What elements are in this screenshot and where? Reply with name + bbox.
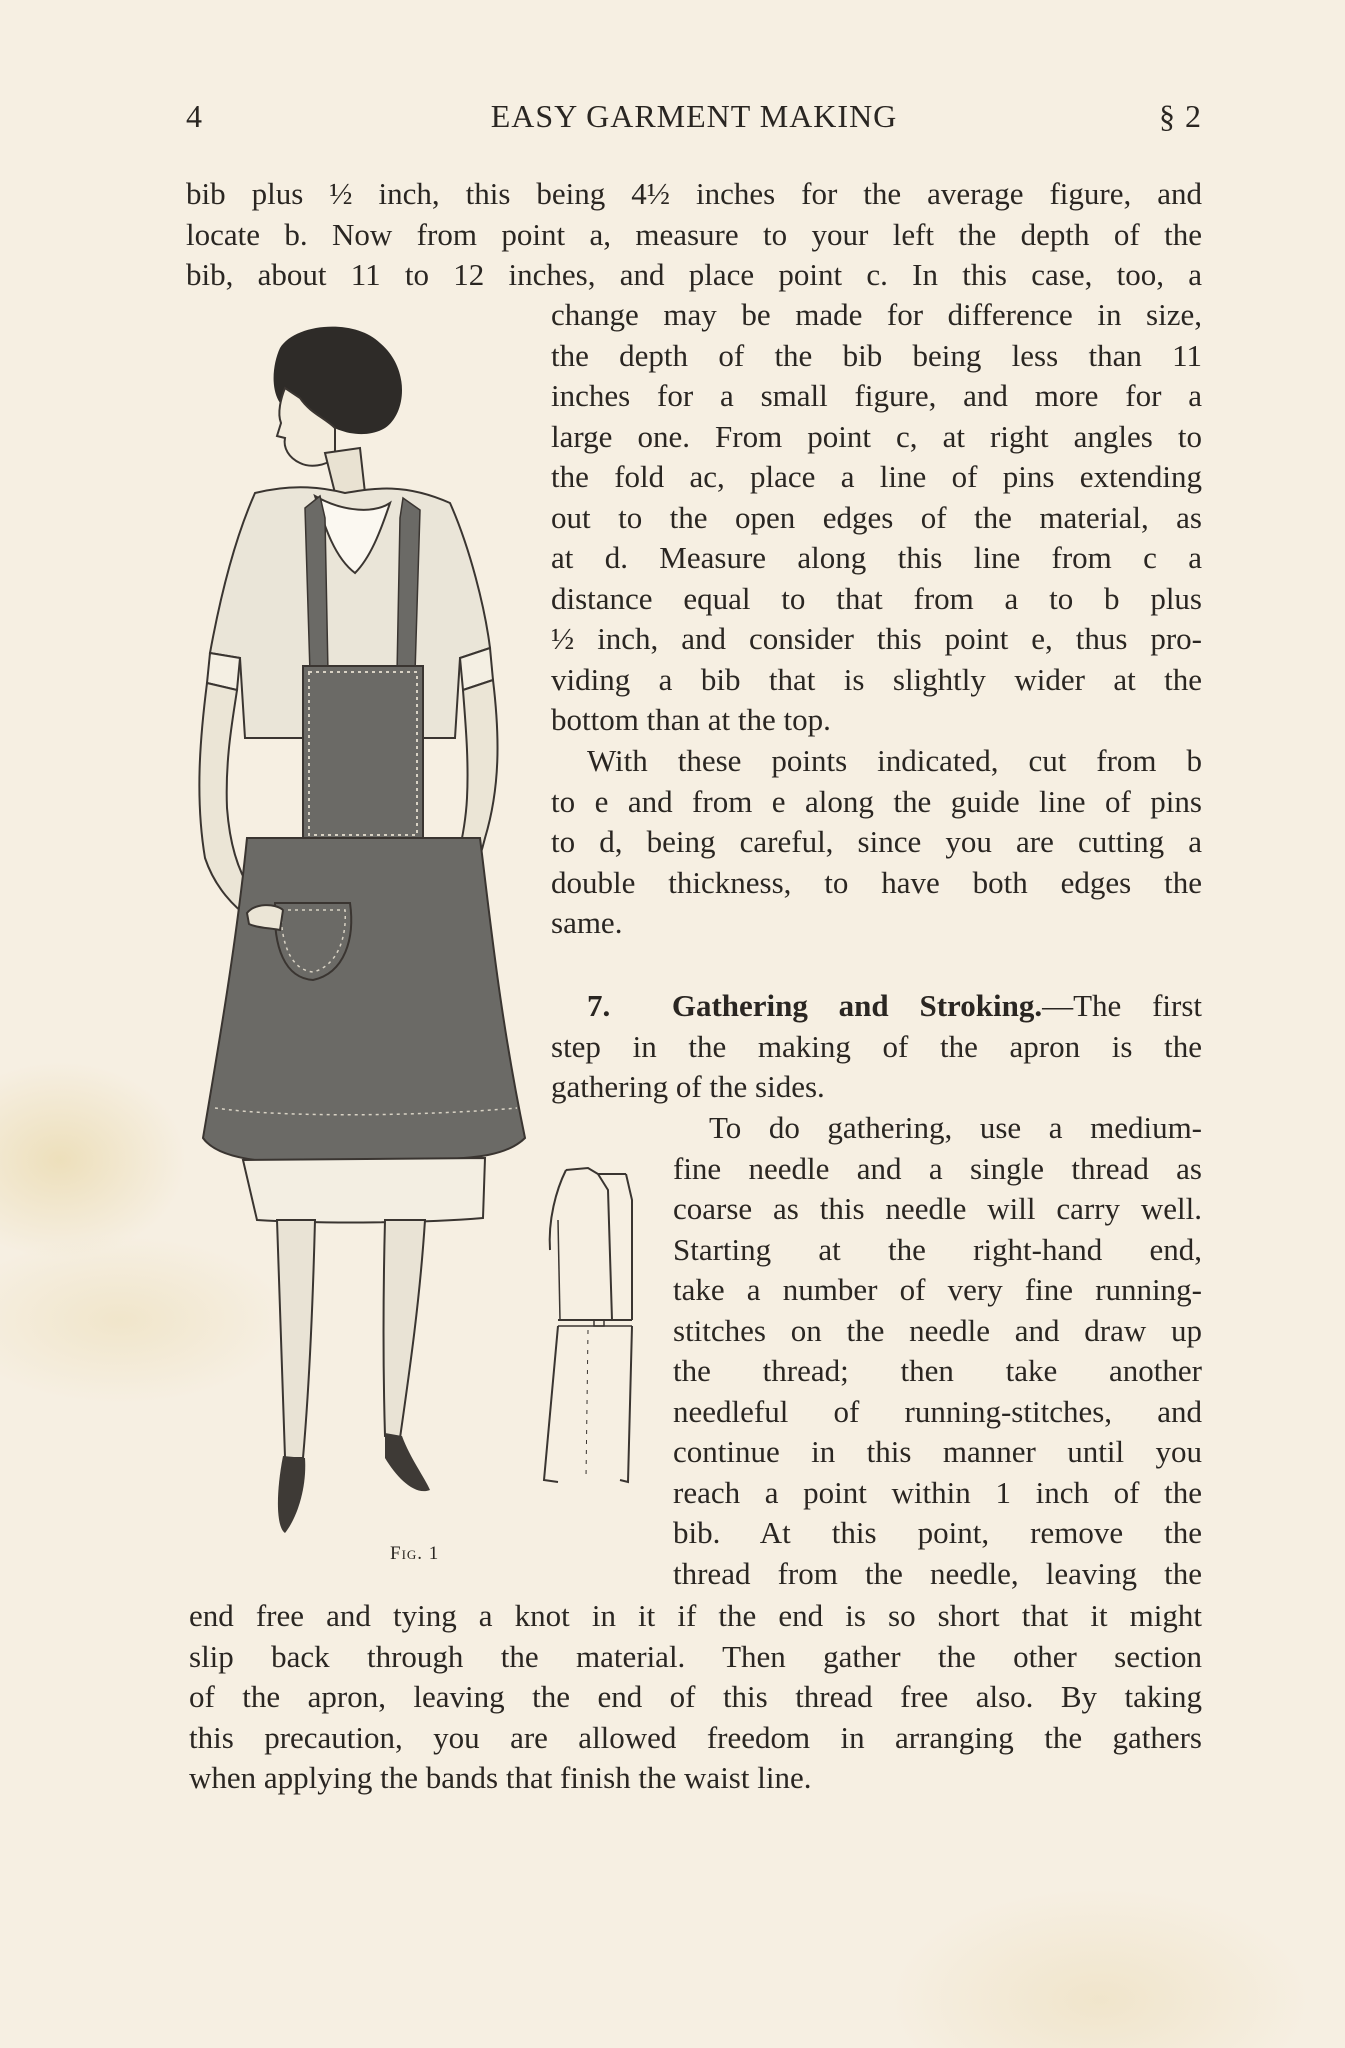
section-title: Gathering and Stroking. <box>671 988 1043 1023</box>
text-line: stitches on the needle and draw up <box>673 1312 1202 1348</box>
text-line: fine needle and a single thread as <box>673 1150 1202 1186</box>
text-line: the thread; then take another <box>673 1353 1202 1388</box>
bottom-paragraph <box>189 1596 1202 1799</box>
apron-pattern-sketch <box>528 1160 648 1490</box>
section-7 <box>551 986 1202 1108</box>
second-paragraph <box>551 741 1202 944</box>
text-line: bottom than at the top. <box>551 702 831 737</box>
text-line: continue in this manner until you <box>673 1434 1202 1469</box>
text-line: coarse as this needle will carry well. <box>673 1191 1202 1226</box>
text-line: end free and tying a knot in it if the end is so short that it might <box>189 1598 1202 1633</box>
section-mark: § 2 <box>1159 98 1202 134</box>
text-line: distance equal to that from a to b plus <box>551 580 1202 616</box>
text-line: when applying the bands that finish the waist line. <box>189 1760 812 1795</box>
text-line: to d, being careful, since you are cutting a <box>551 824 1202 859</box>
text-line: To do gathering, use a medium- <box>709 1110 1202 1145</box>
text-line: bib. At this point, remove the <box>673 1515 1202 1550</box>
running-title: EASY GARMENT MAKING <box>490 98 898 134</box>
text-line: this precaution, you are allowed freedom in arranging the gathers <box>189 1719 1202 1755</box>
text-line: at d. Measure along this line from c a <box>551 540 1202 575</box>
text-line: gathering of the sides. <box>551 1069 825 1104</box>
text-line: viding a bib that is slightly wider at the <box>551 661 1202 697</box>
text-line: to e and from e along the guide line of pins <box>551 783 1202 819</box>
page-number: 4 <box>186 98 203 134</box>
text-line: thread from the needle, leaving the <box>673 1555 1202 1591</box>
top-paragraph <box>186 174 1202 296</box>
right-column-paragraph <box>551 295 1202 741</box>
text-line: step in the making of the apron is the <box>551 1028 1202 1064</box>
apron-figure-illustration <box>185 318 545 1588</box>
text-line: inches for a small figure, and more for a <box>551 378 1202 413</box>
text-line: the depth of the bib being less than 11 <box>551 337 1202 373</box>
text-line: bib plus ½ inch, this being 4½ inches for the average figure, and <box>186 176 1202 211</box>
text-line: the fold ac, place a line of pins extending <box>551 459 1202 494</box>
text-line: reach a point within 1 inch of the <box>673 1474 1202 1510</box>
section-lead-text: —The first <box>1042 988 1203 1023</box>
text-line: out to the open edges of the material, as <box>551 499 1202 535</box>
section-heading <box>551 986 1202 1027</box>
text-line: large one. From point c, at right angles to <box>551 418 1202 454</box>
text-line: needleful of running-stitches, and <box>673 1393 1202 1429</box>
text-line: slip back through the material. Then gather the other section <box>189 1638 1202 1674</box>
narrow-paragraph <box>673 1108 1202 1594</box>
text-line: double thickness, to have both edges the <box>551 864 1202 900</box>
text-line: same. <box>551 905 623 940</box>
section-number: 7. <box>587 988 611 1023</box>
text-line: change may be made for difference in size, <box>551 297 1202 332</box>
figure-label: Fig. 1 <box>390 1543 440 1564</box>
text-line: bib, about 11 to 12 inches, and place point c. In this case, too, a <box>186 257 1202 292</box>
text-line: With these points indicated, cut from b <box>587 743 1202 778</box>
text-line: Starting at the right-hand end, <box>673 1231 1202 1267</box>
text-line: locate b. Now from point a, measure to your left the depth of the <box>186 216 1202 252</box>
text-line: ½ inch, and consider this point e, thus pro- <box>551 621 1202 656</box>
text-line: of the apron, leaving the end of this thread free also. By taking <box>189 1679 1202 1714</box>
text-line: take a number of very fine running- <box>673 1272 1202 1307</box>
running-head <box>186 98 1202 142</box>
